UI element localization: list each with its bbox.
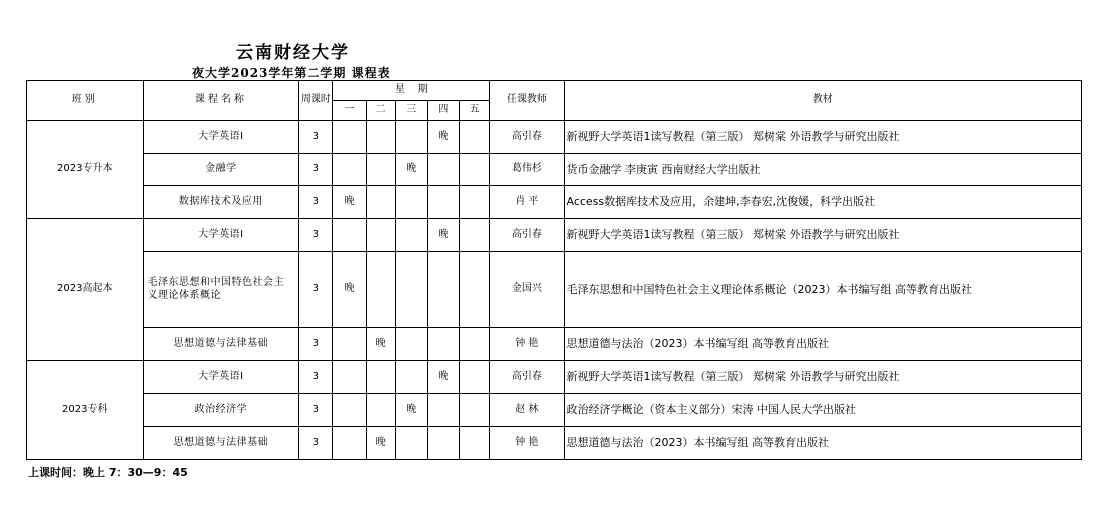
course-name: 大学英语Ⅰ	[143, 361, 299, 394]
day-cell	[395, 252, 427, 328]
weekly-hours: 3	[299, 328, 333, 361]
day-cell	[333, 219, 366, 252]
textbook-info: 新视野大学英语1读写教程（第三版） 郑树棠 外语教学与研究出版社	[564, 361, 1082, 394]
weekly-hours: 3	[299, 427, 333, 460]
header-course: 课程名称	[143, 81, 299, 121]
course-name: 思想道德与法律基础	[143, 328, 299, 361]
textbook-info: Access数据库技术及应用，余建坤,李春宏,沈俊媛，科学出版社	[564, 186, 1082, 219]
day-cell	[333, 394, 366, 427]
course-name: 政治经济学	[143, 394, 299, 427]
weekly-hours: 3	[299, 394, 333, 427]
teacher-name: 钟 艳	[490, 328, 564, 361]
day-cell	[459, 394, 489, 427]
schedule-table	[26, 80, 1082, 460]
teacher-name: 肖 平	[490, 186, 564, 219]
textbook-info: 政治经济学概论（资本主义部分）宋涛 中国人民大学出版社	[564, 394, 1082, 427]
day-cell: 晚	[427, 219, 459, 252]
textbook-info: 思想道德与法治（2023）本书编写组 高等教育出版社	[564, 328, 1082, 361]
weekly-hours: 3	[299, 361, 333, 394]
table-row	[27, 361, 1082, 394]
day-cell	[366, 394, 395, 427]
header-day-2: 二	[366, 101, 395, 121]
table-row	[27, 252, 1082, 328]
header-teacher: 任课教师	[490, 81, 564, 121]
day-cell: 晚	[427, 361, 459, 394]
day-cell	[427, 252, 459, 328]
day-cell: 晚	[333, 186, 366, 219]
class-name: 2023专升本	[27, 121, 144, 219]
header-row-1	[27, 81, 1082, 101]
day-cell: 晚	[395, 394, 427, 427]
day-cell	[366, 252, 395, 328]
day-cell: 晚	[366, 427, 395, 460]
day-cell: 晚	[333, 252, 366, 328]
course-name: 毛泽东思想和中国特色社会主义理论体系概论	[143, 252, 299, 328]
weekly-hours: 3	[299, 121, 333, 154]
day-cell	[459, 361, 489, 394]
day-cell	[395, 186, 427, 219]
table-row	[27, 328, 1082, 361]
teacher-name: 金国兴	[490, 252, 564, 328]
weekly-hours: 3	[299, 219, 333, 252]
course-name: 金融学	[143, 154, 299, 186]
table-row	[27, 121, 1082, 154]
day-cell	[395, 427, 427, 460]
day-cell	[366, 154, 395, 186]
table-row	[27, 394, 1082, 427]
day-cell	[366, 361, 395, 394]
day-cell	[459, 186, 489, 219]
day-cell	[395, 219, 427, 252]
header-week: 星 期	[333, 81, 490, 101]
page-subtitle: 夜大学2023学年第二学期 课程表	[192, 66, 391, 80]
day-cell	[459, 219, 489, 252]
day-cell	[459, 154, 489, 186]
day-cell: 晚	[395, 154, 427, 186]
class-name: 2023高起本	[27, 219, 144, 361]
header-day-5: 五	[459, 101, 489, 121]
day-cell	[366, 219, 395, 252]
day-cell	[366, 121, 395, 154]
table-row	[27, 154, 1082, 186]
course-name: 数据库技术及应用	[143, 186, 299, 219]
day-cell	[333, 427, 366, 460]
class-name: 2023专科	[27, 361, 144, 460]
page-title: 云南财经大学	[236, 43, 350, 63]
day-cell	[395, 121, 427, 154]
table-row	[27, 186, 1082, 219]
day-cell: 晚	[427, 121, 459, 154]
day-cell	[395, 361, 427, 394]
course-name: 大学英语Ⅰ	[143, 121, 299, 154]
day-cell	[427, 154, 459, 186]
day-cell	[333, 121, 366, 154]
header-day-4: 四	[427, 101, 459, 121]
header-day-1: 一	[333, 101, 366, 121]
course-name: 思想道德与法律基础	[143, 427, 299, 460]
textbook-info: 新视野大学英语1读写教程（第三版） 郑树棠 外语教学与研究出版社	[564, 121, 1082, 154]
table-row	[27, 427, 1082, 460]
header-class: 班别	[27, 81, 144, 121]
textbook-info: 新视野大学英语1读写教程（第三版） 郑树棠 外语教学与研究出版社	[564, 219, 1082, 252]
weekly-hours: 3	[299, 252, 333, 328]
day-cell	[459, 427, 489, 460]
day-cell: 晚	[366, 328, 395, 361]
day-cell	[366, 186, 395, 219]
textbook-info: 毛泽东思想和中国特色社会主义理论体系概论（2023）本书编写组 高等教育出版社	[564, 252, 1082, 328]
day-cell	[395, 328, 427, 361]
class-time-note: 上课时间：晚上 7：30—9：45	[28, 466, 188, 479]
day-cell	[333, 328, 366, 361]
teacher-name: 钟 艳	[490, 427, 564, 460]
day-cell	[427, 328, 459, 361]
teacher-name: 葛伟杉	[490, 154, 564, 186]
teacher-name: 高引春	[490, 121, 564, 154]
day-cell	[427, 186, 459, 219]
header-day-3: 三	[395, 101, 427, 121]
day-cell	[427, 427, 459, 460]
day-cell	[459, 252, 489, 328]
teacher-name: 高引春	[490, 361, 564, 394]
teacher-name: 赵 林	[490, 394, 564, 427]
day-cell	[333, 361, 366, 394]
course-name: 大学英语Ⅰ	[143, 219, 299, 252]
textbook-info: 货币金融学 李庚寅 西南财经大学出版社	[564, 154, 1082, 186]
weekly-hours: 3	[299, 186, 333, 219]
day-cell	[427, 394, 459, 427]
header-textbook: 教材	[564, 81, 1082, 121]
day-cell	[459, 328, 489, 361]
weekly-hours: 3	[299, 154, 333, 186]
header-hours: 周课时	[299, 81, 333, 121]
day-cell	[459, 121, 489, 154]
day-cell	[333, 154, 366, 186]
textbook-info: 思想道德与法治（2023）本书编写组 高等教育出版社	[564, 427, 1082, 460]
teacher-name: 高引春	[490, 219, 564, 252]
table-row	[27, 219, 1082, 252]
